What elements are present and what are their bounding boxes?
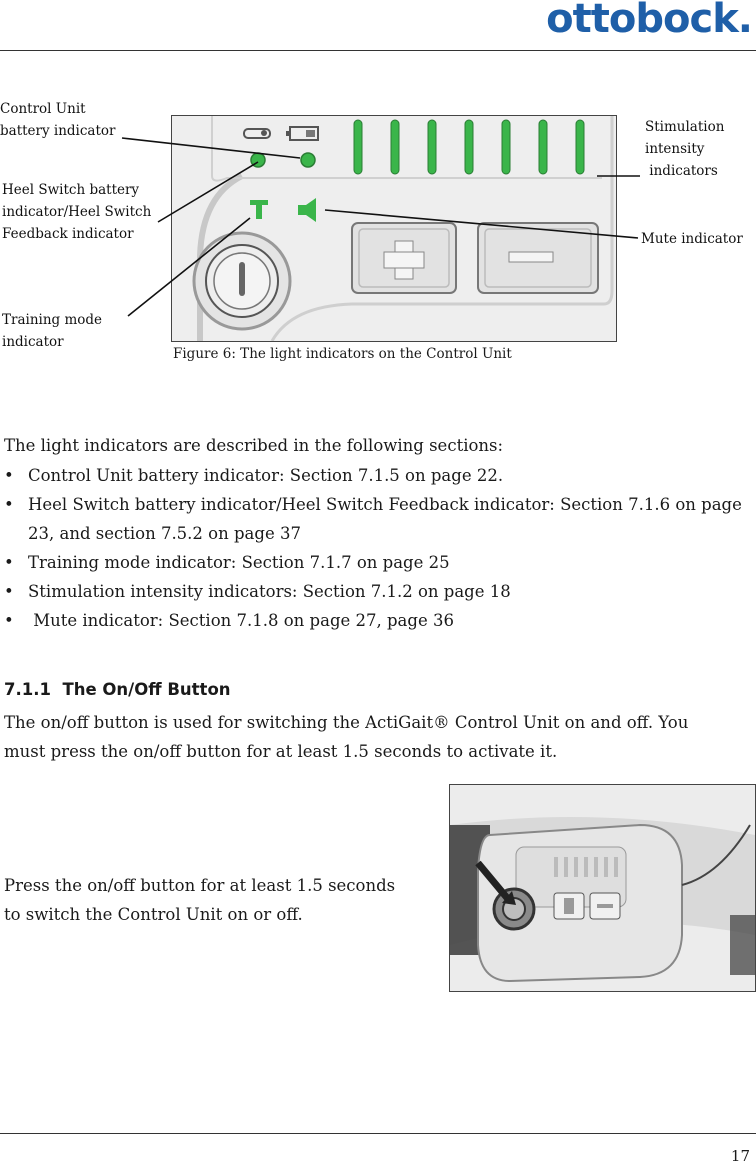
callout-training-mode-line1: Training mode <box>2 312 103 328</box>
list-item <box>4 490 749 548</box>
section-paragraph-line1: The on/off button is used for switching the ActiGait® Control Unit on and off. You <box>4 713 689 732</box>
plus-button-illustration <box>352 223 456 293</box>
callout-stimulation <box>645 116 724 182</box>
control-unit-illustration <box>172 116 616 341</box>
page-number: 17 <box>730 1147 750 1165</box>
callout-heel-switch <box>2 179 151 245</box>
section-heading: 7.1.1 The On/Off Button <box>4 680 231 699</box>
callout-control-unit-battery-line1: Control Unit <box>0 101 86 117</box>
callout-control-unit-battery <box>0 98 116 142</box>
instruction-line1: Press the on/off button for at least 1.5 seconds <box>4 876 396 895</box>
list-item-text: Heel Switch battery indicator/Heel Switch Feedback indicator: Section 7.1.6 on page 23, and section 7.5.2 on page 37 <box>28 495 742 543</box>
device-photo-illustration <box>450 785 755 991</box>
callout-stimulation-line3: indicators <box>645 163 718 179</box>
control-unit-figure <box>171 115 617 342</box>
list-item-text: Mute indicator: Section 7.1.8 on page 27, page 36 <box>28 611 454 630</box>
section-paragraph-line2: must press the on/off button for at least 1.5 seconds to activate it. <box>4 742 558 761</box>
bullet-dot: • <box>4 466 14 485</box>
header-rule <box>0 50 756 51</box>
bullet-dot: • <box>4 611 14 630</box>
bullet-dot: • <box>4 495 14 514</box>
callout-training-mode <box>2 309 102 353</box>
list-item <box>4 461 749 490</box>
intro-text: The light indicators are described in the following sections: <box>4 436 504 455</box>
device-photo <box>449 784 756 992</box>
on-off-button-illustration <box>194 233 290 329</box>
list-item <box>4 606 749 635</box>
indicator-sections-list <box>4 461 749 635</box>
bullet-dot: • <box>4 582 14 601</box>
list-item <box>4 577 749 606</box>
callout-heel-switch-line2: indicator/Heel Switch <box>2 204 152 220</box>
callout-heel-switch-line1: Heel Switch battery <box>2 182 140 198</box>
footer-rule <box>0 1133 756 1134</box>
heel-switch-led <box>251 153 265 167</box>
callout-stimulation-line1: Stimulation <box>645 119 725 135</box>
callout-mute: Mute indicator <box>641 231 743 247</box>
callout-control-unit-battery-line2: battery indicator <box>0 123 116 139</box>
bullet-dot: • <box>4 553 14 572</box>
list-item-text: Control Unit battery indicator: Section 7.1.5 on page 22. <box>28 466 504 485</box>
callout-stimulation-line2: intensity <box>645 141 705 157</box>
figure-caption: Figure 6: The light indicators on the Control Unit <box>173 346 512 362</box>
instruction-line2: to switch the Control Unit on or off. <box>4 905 303 924</box>
callout-training-mode-line2: indicator <box>2 334 64 350</box>
ottobock-logo: ottobock. <box>546 0 752 42</box>
minus-button-illustration <box>478 223 598 293</box>
callout-heel-switch-line3: Feedback indicator <box>2 226 134 242</box>
control-unit-battery-led <box>301 153 315 167</box>
list-item <box>4 548 749 577</box>
list-item-text: Training mode indicator: Section 7.1.7 on page 25 <box>28 553 450 572</box>
list-item-text: Stimulation intensity indicators: Section 7.1.2 on page 18 <box>28 582 511 601</box>
